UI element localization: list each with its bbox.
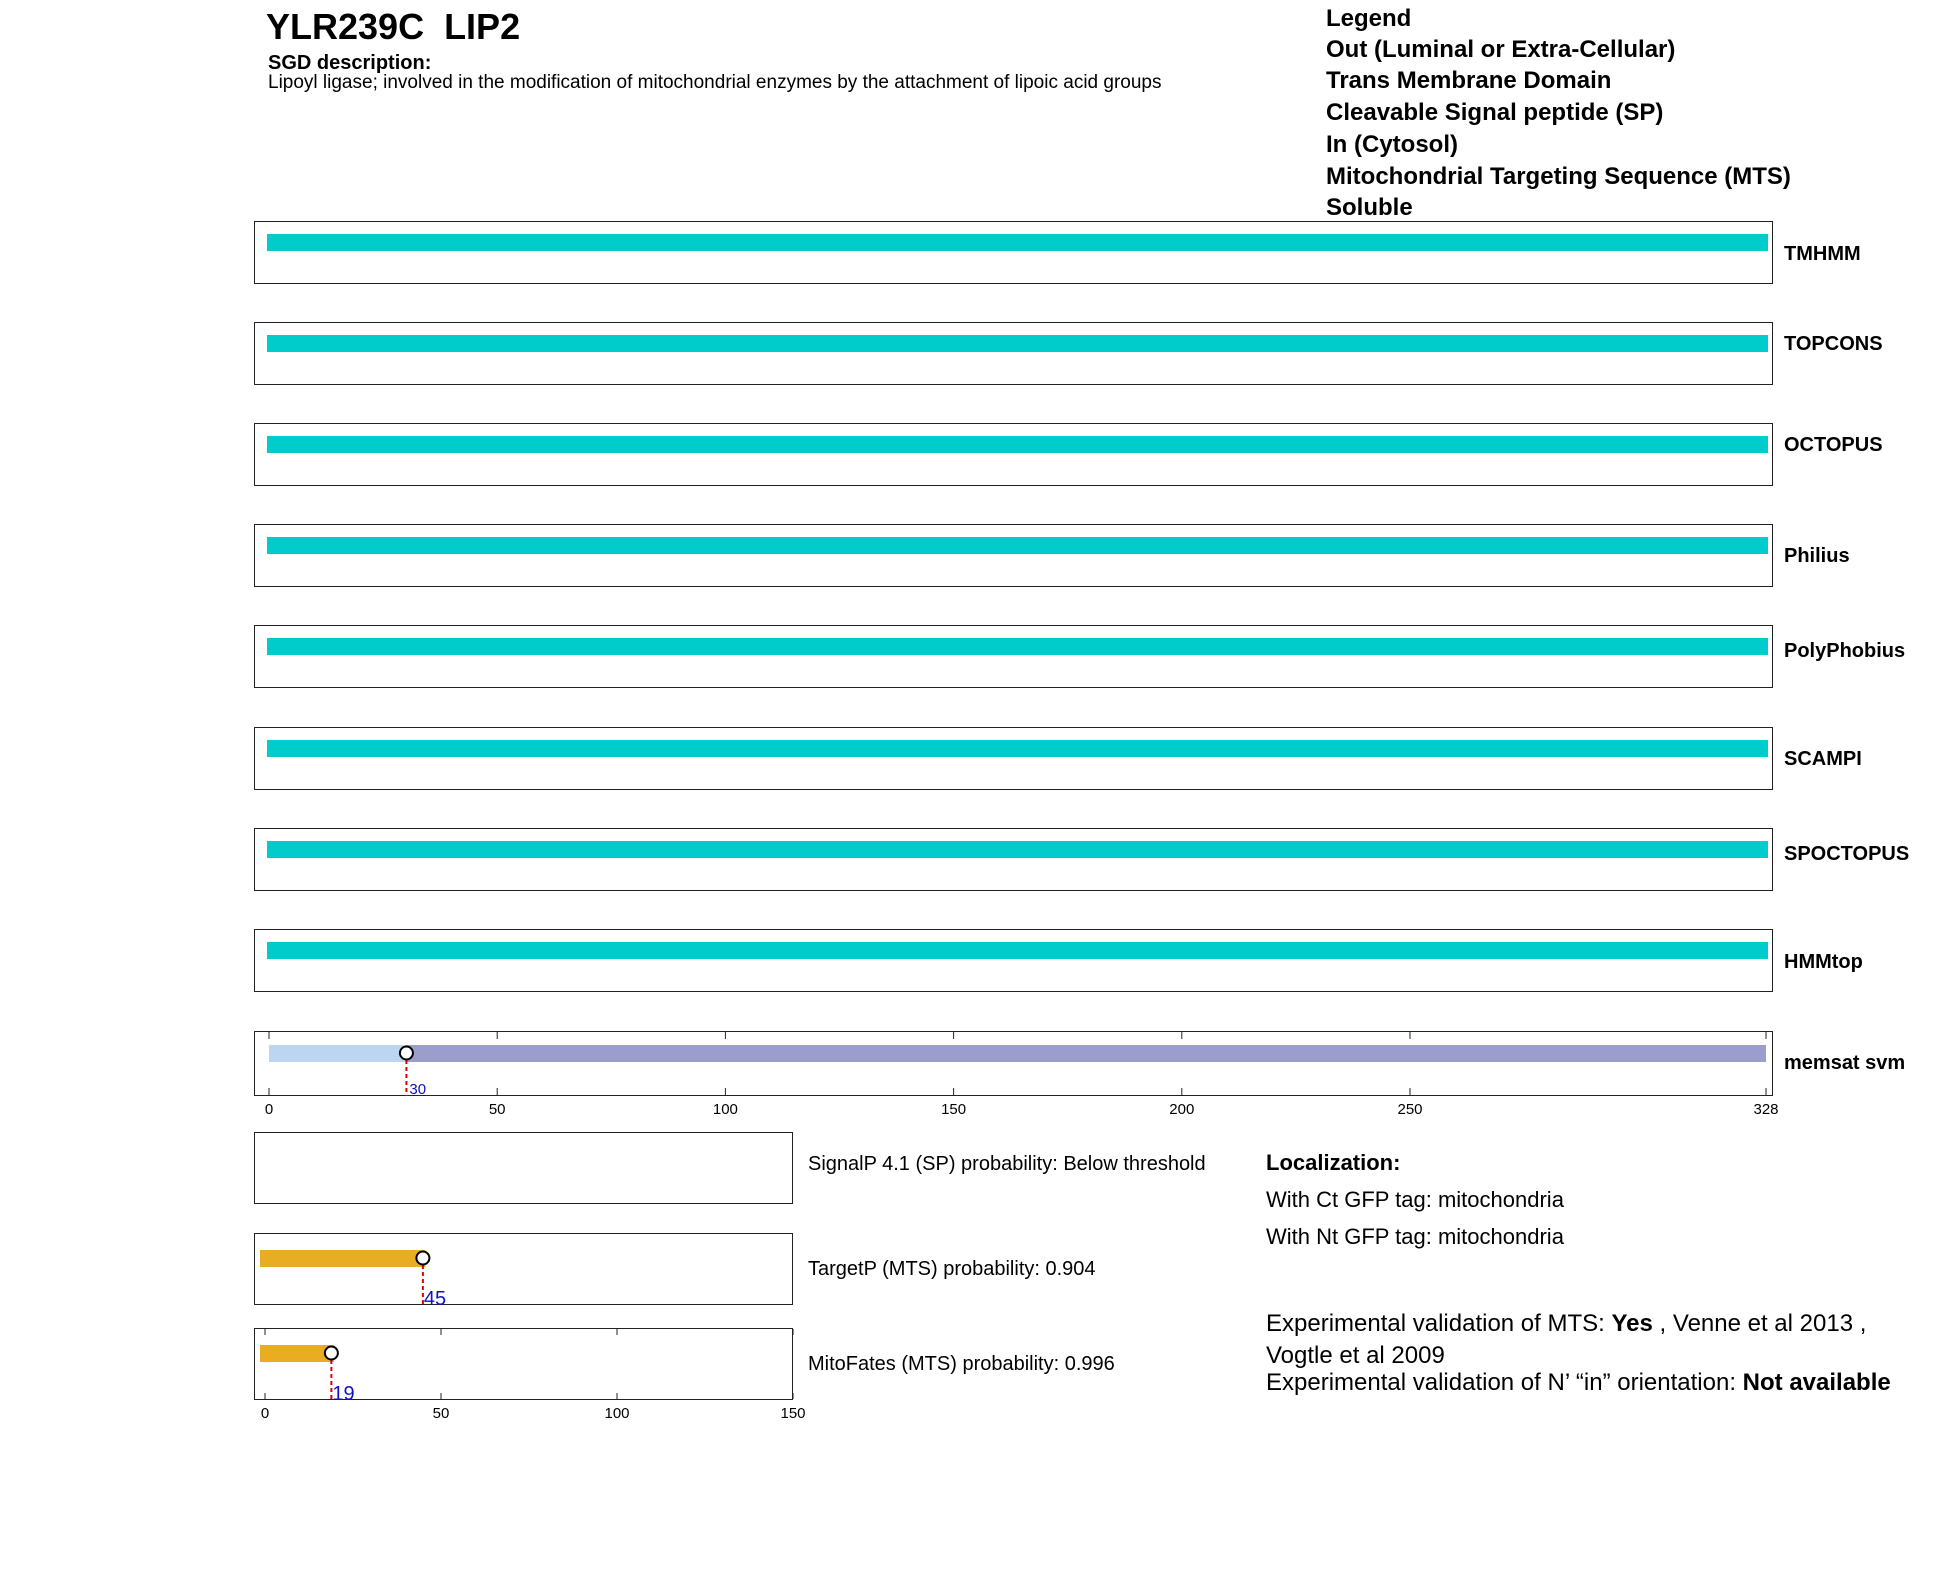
mts-cleavage-label: 45: [423, 1288, 447, 1310]
memsat-tick-label: 0: [264, 1101, 274, 1118]
orientation-validation: [1266, 1367, 1906, 1399]
track-label-scampi: SCAMPI: [1784, 748, 1862, 770]
mitofates-tick-label: 100: [604, 1405, 630, 1422]
localization-title: Localization:: [1266, 1150, 1401, 1175]
mitofates-probability: MitoFates (MTS) probability: 0.996: [808, 1353, 1115, 1375]
legend-item-tm: Trans Membrane Domain: [1326, 67, 1612, 94]
track-label-memsat: memsat svm: [1784, 1052, 1906, 1074]
memsat-tick-label: 50: [488, 1101, 506, 1118]
legend-item-in: In (Cytosol): [1326, 131, 1458, 158]
track-polyphobius: [254, 625, 1773, 688]
targetp-frame: [255, 1234, 793, 1305]
track-topcons: [254, 322, 1773, 385]
memsat-cleavage-marker: [400, 1047, 413, 1060]
track-label-philius: Philius: [1784, 545, 1850, 567]
mts-cleavage-marker: [416, 1252, 429, 1265]
soluble-bar: [267, 436, 1768, 453]
soluble-bar: [267, 234, 1768, 251]
memsat-segment: [406, 1045, 1766, 1062]
legend-item-soluble: Soluble: [1326, 194, 1413, 221]
soluble-bar: [267, 537, 1768, 554]
soluble-bar: [267, 638, 1768, 655]
mts-segment: [260, 1250, 425, 1267]
memsat-tick-label: 250: [1397, 1101, 1423, 1118]
track-label-spoctopus: SPOCTOPUS: [1784, 843, 1910, 865]
soluble-bar: [267, 841, 1768, 858]
track-label-polyphobius: PolyPhobius: [1784, 640, 1906, 662]
mts-validation-refs: , Venne et al 2013 , Vogtle et al 2009: [1266, 1310, 1867, 1369]
mts-segment: [260, 1345, 334, 1362]
memsat-cleavage-label: 30: [409, 1081, 427, 1098]
track-philius: [254, 524, 1773, 587]
small-bars: [260, 1250, 446, 1405]
track-scampi: [254, 727, 1773, 790]
signalp-probability: SignalP 4.1 (SP) probability: Below threshold: [808, 1153, 1206, 1175]
mitofates-tick-label: 150: [780, 1405, 806, 1422]
track-label-hmmtop: HMMtop: [1784, 951, 1863, 973]
mts-validation-label: Experimental validation of MTS:: [1266, 1310, 1612, 1337]
signalp-frame: [255, 1133, 793, 1204]
small-ticks: [261, 1329, 806, 1422]
track-label-tmhmm: TMHMM: [1784, 243, 1861, 265]
memsat-tick-label: 200: [1169, 1101, 1195, 1118]
soluble-bar: [267, 335, 1768, 352]
targetp-probability: TargetP (MTS) probability: 0.904: [808, 1258, 1096, 1280]
memsat-segment: [269, 1045, 406, 1062]
mitofates-tick-label: 0: [260, 1405, 270, 1422]
track-spoctopus: [254, 828, 1773, 891]
sgd-description-label: SGD description:: [268, 52, 432, 74]
legend-item-mts: Mitochondrial Targeting Sequence (MTS): [1326, 163, 1791, 190]
legend-item-sp: Cleavable Signal peptide (SP): [1326, 99, 1664, 126]
memsat-svm-chart: [0, 1020, 1950, 1130]
track-label-octopus: OCTOPUS: [1784, 434, 1883, 456]
track-label-topcons: TOPCONS: [1784, 333, 1883, 355]
track-octopus: [254, 423, 1773, 486]
memsat-bars: [269, 1045, 1766, 1062]
localization-ct: With Ct GFP tag: mitochondria: [1266, 1187, 1564, 1212]
legend-title: Legend: [1326, 5, 1412, 32]
protein-title: YLR239C LIP2: [266, 6, 521, 47]
soluble-bar: [267, 740, 1768, 757]
soluble-bar: [267, 942, 1768, 959]
orientation-validation-value: Not available: [1742, 1369, 1891, 1396]
legend-item-out: Out (Luminal or Extra-Cellular): [1326, 36, 1676, 63]
track-tmhmm: [254, 221, 1773, 284]
mts-validation: [1266, 1308, 1906, 1372]
sgd-description-text: Lipoyl ligase; involved in the modification of mitochondrial enzymes by the attachment of lipoic acid groups: [268, 72, 1162, 93]
memsat-tick-label: 100: [712, 1101, 738, 1118]
mts-cleavage-marker: [325, 1347, 338, 1360]
memsat-tick-label: 328: [1753, 1101, 1779, 1118]
track-hmmtop: [254, 929, 1773, 992]
memsat-tick-label: 150: [941, 1101, 967, 1118]
mts-cleavage-label: 19: [332, 1383, 355, 1405]
mts-validation-value: Yes: [1611, 1310, 1653, 1337]
mitofates-tick-label: 50: [432, 1405, 450, 1422]
localization-nt: With Nt GFP tag: mitochondria: [1266, 1224, 1564, 1249]
orientation-validation-label: Experimental validation of N’ “in” orientation:: [1266, 1369, 1743, 1396]
memsat-frame: [255, 1032, 1773, 1096]
memsat-ticks: [265, 1032, 1779, 1118]
